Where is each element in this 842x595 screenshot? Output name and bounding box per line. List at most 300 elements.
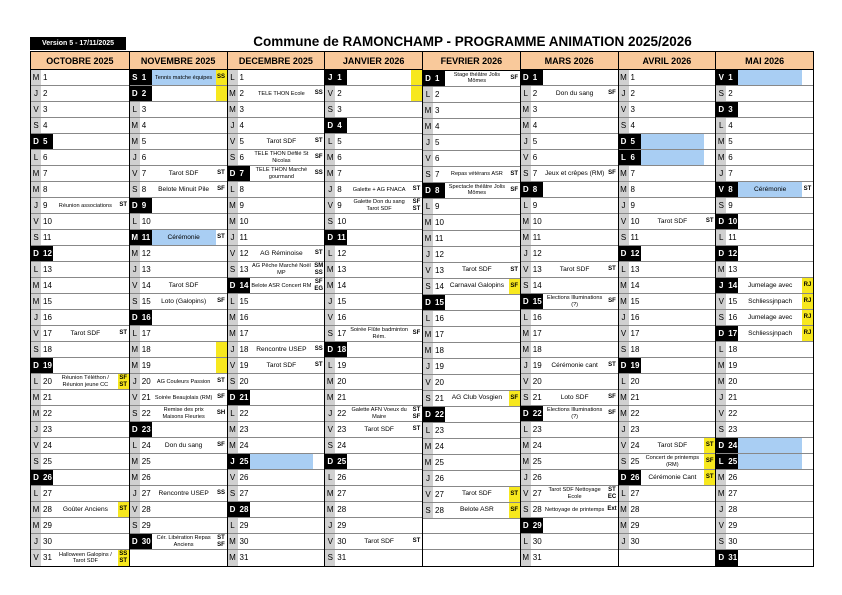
day-row <box>130 374 227 390</box>
day-number: 16 <box>435 313 444 323</box>
day-letter: M <box>325 390 335 405</box>
event-text <box>53 134 118 149</box>
day-letter: S <box>325 438 335 453</box>
day-number: 7 <box>630 169 635 179</box>
month-header: MAI 2026 <box>716 52 813 70</box>
day-letter: S <box>423 391 433 406</box>
day-row <box>423 375 520 391</box>
venue-tag <box>802 342 813 357</box>
day-number: 1 <box>531 70 543 85</box>
day-letter: S <box>325 214 335 229</box>
day-row <box>31 150 129 166</box>
day-row <box>716 294 813 310</box>
event-text <box>152 150 216 165</box>
day-letter: J <box>325 294 335 309</box>
day-letter: M <box>31 502 41 517</box>
venue-tag: RJ <box>802 326 813 341</box>
venue-tag: SF <box>509 391 520 406</box>
event-text <box>445 311 509 326</box>
day-row <box>521 454 618 470</box>
day-row <box>325 214 422 230</box>
venue-tag <box>411 278 422 293</box>
day-letter: J <box>423 471 433 486</box>
day-row <box>130 230 227 246</box>
day-letter: D <box>521 518 531 533</box>
venue-tag <box>313 486 324 501</box>
venue-tag <box>118 166 129 181</box>
day-letter: V <box>716 70 726 85</box>
venue-tag <box>216 326 227 341</box>
day-letter: L <box>325 358 335 373</box>
day-row <box>228 518 325 534</box>
event-text <box>250 326 314 341</box>
event-text: Tarot SDF <box>70 329 101 337</box>
day-number: 16 <box>630 313 640 323</box>
day-number: 28 <box>728 505 738 515</box>
day-letter: V <box>325 86 335 101</box>
day-number: 29 <box>141 521 151 531</box>
day-number: 31 <box>337 553 347 563</box>
day-number: 22 <box>43 409 52 419</box>
event-text: AG Pêche Marché Noël MP <box>251 263 311 276</box>
venue-tag <box>607 134 618 149</box>
event-text <box>738 438 802 453</box>
venue-tag <box>607 246 618 261</box>
day-row <box>521 70 618 86</box>
day-row <box>423 487 520 503</box>
event-text <box>53 166 118 181</box>
day-number: 20 <box>141 377 151 387</box>
day-letter: V <box>619 102 629 117</box>
venue-tag: SS <box>314 170 323 177</box>
event-text: Rencontre USEP <box>158 489 209 497</box>
event-text <box>641 422 705 437</box>
day-number: 7 <box>337 169 342 179</box>
day-number: 13 <box>141 265 151 275</box>
venue-tag <box>118 182 129 197</box>
event-text <box>53 406 118 421</box>
day-letter: S <box>423 503 433 518</box>
day-row <box>325 326 422 342</box>
day-row <box>521 470 618 486</box>
day-row <box>325 278 422 294</box>
venue-tag: SH <box>216 410 226 417</box>
event-text <box>445 247 509 262</box>
day-letter: V <box>325 310 335 325</box>
day-row <box>521 310 618 326</box>
day-letter: L <box>130 102 140 117</box>
venue-tag <box>607 454 618 469</box>
venue-tag <box>118 134 129 149</box>
event-text <box>445 119 509 134</box>
day-letter: L <box>521 86 531 101</box>
venue-tag: SF <box>509 279 520 294</box>
day-row <box>228 166 325 182</box>
venue-tag <box>411 342 422 357</box>
day-letter: J <box>521 134 531 149</box>
day-letter: M <box>31 406 41 421</box>
day-number: 17 <box>726 326 738 341</box>
day-row <box>325 310 422 326</box>
day-row <box>619 342 716 358</box>
venue-tag <box>411 550 422 566</box>
venue-tag <box>411 310 422 325</box>
day-row <box>716 70 813 86</box>
day-row <box>619 214 716 230</box>
event-text <box>53 214 118 229</box>
event-text: Nettoyage de printemps <box>544 506 605 513</box>
day-number: 24 <box>337 441 347 451</box>
day-number: 3 <box>43 105 48 115</box>
event-text <box>152 118 216 133</box>
day-letter: V <box>31 102 41 117</box>
venue-tag <box>802 454 813 469</box>
day-row <box>716 310 813 326</box>
venue-tag <box>802 246 813 261</box>
venue-tag <box>802 374 813 389</box>
day-number: 21 <box>141 393 151 403</box>
venue-tag: ST <box>412 186 421 193</box>
venue-tag <box>607 310 618 325</box>
day-number: 21 <box>435 393 444 403</box>
day-number: 23 <box>140 422 152 437</box>
day-number: 30 <box>532 537 542 547</box>
venue-tag <box>704 230 715 245</box>
day-number: 7 <box>728 169 733 179</box>
day-letter: J <box>619 86 629 101</box>
venue-tag <box>509 471 520 486</box>
day-row <box>228 550 325 566</box>
event-text: Galette + AG FNACA <box>352 186 406 193</box>
day-row <box>521 214 618 230</box>
month-column <box>129 52 227 566</box>
event-text <box>347 470 411 485</box>
day-letter: L <box>228 70 238 85</box>
day-number: 30 <box>337 537 347 547</box>
event-text <box>53 342 118 357</box>
day-row <box>228 486 325 502</box>
day-letter: S <box>228 486 238 501</box>
day-number: 6 <box>728 153 733 163</box>
day-number: 8 <box>531 182 543 197</box>
day-number: 1 <box>433 71 445 86</box>
day-row <box>619 406 716 422</box>
event-text: Don du sang <box>555 89 594 97</box>
day-number: 21 <box>238 390 250 405</box>
day-letter: L <box>521 422 531 437</box>
venue-tag: SF <box>510 74 519 81</box>
day-number: 3 <box>630 105 635 115</box>
day-letter: J <box>31 310 41 325</box>
event-text <box>738 134 802 149</box>
day-letter: M <box>31 294 41 309</box>
day-row <box>521 550 618 566</box>
day-number: 13 <box>728 265 738 275</box>
month-header: JANVIER 2026 <box>325 52 422 70</box>
day-number: 19 <box>728 361 738 371</box>
day-row <box>228 502 325 518</box>
day-letter: M <box>325 150 335 165</box>
day-letter: M <box>716 134 726 149</box>
day-row <box>130 214 227 230</box>
venue-tag: ST <box>119 330 128 337</box>
event-text <box>445 455 509 470</box>
day-row <box>619 358 716 374</box>
event-text: Soirée Beaujolais (RM) <box>154 394 213 401</box>
day-number: 7 <box>141 169 147 179</box>
venue-tag <box>802 390 813 405</box>
venue-tag: SF <box>217 442 225 449</box>
venue-tag <box>118 422 129 437</box>
venue-tag: SS <box>216 70 227 85</box>
venue-tag: SF <box>314 154 323 161</box>
day-number: 9 <box>337 201 342 211</box>
day-number: 10 <box>337 217 347 227</box>
day-row <box>325 150 422 166</box>
day-letter: M <box>228 326 238 341</box>
day-letter: S <box>619 342 629 357</box>
day-row <box>130 262 227 278</box>
day-number: 28 <box>532 505 542 515</box>
day-letter: M <box>31 182 41 197</box>
day-row <box>228 150 325 166</box>
venue-tag <box>216 102 227 117</box>
event-text <box>738 502 802 517</box>
event-text <box>445 327 509 342</box>
venue-tag <box>802 486 813 501</box>
event-text: AG Club Vosgien <box>451 393 502 401</box>
venue-tag: SF <box>412 330 421 337</box>
venue-tag <box>704 342 715 357</box>
day-number: 22 <box>433 407 445 422</box>
event-text <box>250 70 314 85</box>
event-text <box>445 103 509 118</box>
day-letter: L <box>716 342 726 357</box>
day-number: 16 <box>532 313 542 323</box>
day-row <box>325 134 422 150</box>
event-text <box>641 86 705 101</box>
day-row <box>130 502 227 518</box>
day-row <box>619 150 716 166</box>
day-letter: M <box>423 119 433 134</box>
day-number: 27 <box>43 489 52 499</box>
event-text <box>53 438 118 453</box>
day-row <box>31 118 129 134</box>
calendar-grid <box>30 51 814 567</box>
day-row <box>130 166 227 182</box>
day-letter: J <box>619 198 629 213</box>
day-number: 12 <box>435 249 444 259</box>
day-row <box>31 102 129 118</box>
day-row <box>325 230 422 246</box>
event-text <box>543 374 607 389</box>
event-text <box>641 182 705 197</box>
day-letter: V <box>716 518 726 533</box>
day-row <box>228 86 325 102</box>
day-letter: M <box>31 70 41 85</box>
day-letter: J <box>325 406 335 421</box>
day-row <box>130 182 227 198</box>
day-number: 14 <box>435 281 444 291</box>
event-text: Jeux et crêpes (RM) <box>544 169 605 177</box>
day-row <box>130 326 227 342</box>
day-letter: S <box>31 342 41 357</box>
venue-tag <box>509 119 520 134</box>
day-row <box>130 406 227 422</box>
day-row <box>228 182 325 198</box>
venue-tag <box>411 134 422 149</box>
day-letter: S <box>521 390 531 405</box>
event-text <box>250 230 314 245</box>
day-number: 6 <box>435 153 440 163</box>
venue-tag <box>607 342 618 357</box>
event-text <box>738 406 802 421</box>
month-header: DECEMBRE 2025 <box>228 52 325 70</box>
day-letter: D <box>716 326 726 341</box>
day-row <box>130 342 227 358</box>
event-text <box>152 358 216 373</box>
day-row <box>228 358 325 374</box>
venue-tag <box>607 550 618 566</box>
day-number: 25 <box>630 457 640 467</box>
venue-tag: SF <box>217 298 225 305</box>
day-letter: L <box>521 534 531 549</box>
event-text <box>543 326 607 341</box>
day-number: 17 <box>435 329 444 339</box>
day-number: 16 <box>239 313 249 323</box>
event-text <box>250 422 314 437</box>
day-row <box>423 503 520 519</box>
day-row <box>423 135 520 151</box>
day-letter: M <box>619 182 629 197</box>
day-letter: D <box>521 294 531 309</box>
day-number: 2 <box>43 89 48 99</box>
day-number: 13 <box>532 265 542 275</box>
event-text <box>738 214 802 229</box>
day-row <box>716 406 813 422</box>
venue-tag <box>411 118 422 133</box>
day-letter: L <box>31 262 41 277</box>
event-text <box>738 102 802 117</box>
day-number: 24 <box>726 438 738 453</box>
day-number: 7 <box>238 166 250 181</box>
venue-tag <box>411 262 422 277</box>
day-row <box>325 518 422 534</box>
day-number: 2 <box>532 89 538 99</box>
day-row <box>228 70 325 86</box>
venue-tag <box>509 311 520 326</box>
day-letter: V <box>130 278 140 293</box>
day-letter: L <box>325 470 335 485</box>
day-letter: J <box>325 70 335 85</box>
venue-tag <box>607 422 618 437</box>
day-letter: M <box>619 278 629 293</box>
venue-tag <box>313 182 324 197</box>
day-letter: M <box>619 166 629 181</box>
event-text <box>53 422 118 437</box>
venue-tag <box>607 278 618 293</box>
day-letter: S <box>130 182 140 197</box>
event-text <box>641 294 705 309</box>
day-number: 23 <box>630 425 640 435</box>
day-letter: J <box>31 86 41 101</box>
event-text <box>738 342 802 357</box>
day-letter: V <box>619 326 629 341</box>
venue-tag <box>607 438 618 453</box>
event-text <box>445 135 509 150</box>
event-text <box>641 406 705 421</box>
day-letter: D <box>716 438 726 453</box>
day-letter: L <box>31 150 41 165</box>
day-letter: D <box>31 246 41 261</box>
day-row <box>619 422 716 438</box>
day-letter: V <box>31 438 41 453</box>
day-row <box>619 182 716 198</box>
event-text <box>641 118 705 133</box>
venue-tag: ST <box>314 138 323 145</box>
venue-tag <box>216 262 227 277</box>
venue-tag <box>704 262 715 277</box>
venue-tag <box>313 470 324 485</box>
event-text: Jumelage avec <box>747 281 793 289</box>
venue-tag <box>704 326 715 341</box>
day-row <box>31 326 129 342</box>
venue-tag <box>802 166 813 181</box>
day-number: 11 <box>435 233 444 243</box>
day-letter: V <box>228 134 238 149</box>
day-number: 31 <box>726 550 738 566</box>
day-row <box>521 134 618 150</box>
day-row <box>130 70 227 86</box>
venue-tag <box>411 438 422 453</box>
event-text <box>543 422 607 437</box>
day-letter: D <box>130 86 140 101</box>
day-letter: M <box>423 455 433 470</box>
venue-tag <box>216 310 227 325</box>
day-number: 22 <box>239 409 249 419</box>
day-number: 5 <box>435 137 440 147</box>
day-letter: V <box>325 198 335 213</box>
day-letter: M <box>130 454 140 469</box>
day-row <box>716 278 813 294</box>
day-row <box>228 214 325 230</box>
day-number: 21 <box>630 393 640 403</box>
day-letter: D <box>521 70 531 85</box>
day-number: 13 <box>435 265 444 275</box>
venue-tag <box>216 86 227 101</box>
venue-tag <box>509 295 520 310</box>
venue-tag <box>509 407 520 422</box>
day-row <box>423 311 520 327</box>
day-row <box>31 454 129 470</box>
day-letter: M <box>521 326 531 341</box>
day-letter: D <box>31 358 41 373</box>
day-number: 18 <box>43 345 52 355</box>
day-row <box>521 262 618 278</box>
day-number: 19 <box>141 361 151 371</box>
day-row <box>228 534 325 550</box>
event-text <box>250 470 314 485</box>
event-text <box>250 454 314 469</box>
venue-tag: RJ <box>802 294 813 309</box>
day-row <box>716 550 813 566</box>
day-number: 30 <box>43 537 52 547</box>
day-row <box>619 374 716 390</box>
event-text: Stage théâtre Jolis Mômes <box>453 71 501 85</box>
day-row <box>619 134 716 150</box>
day-row <box>31 358 129 374</box>
day-letter: M <box>619 502 629 517</box>
